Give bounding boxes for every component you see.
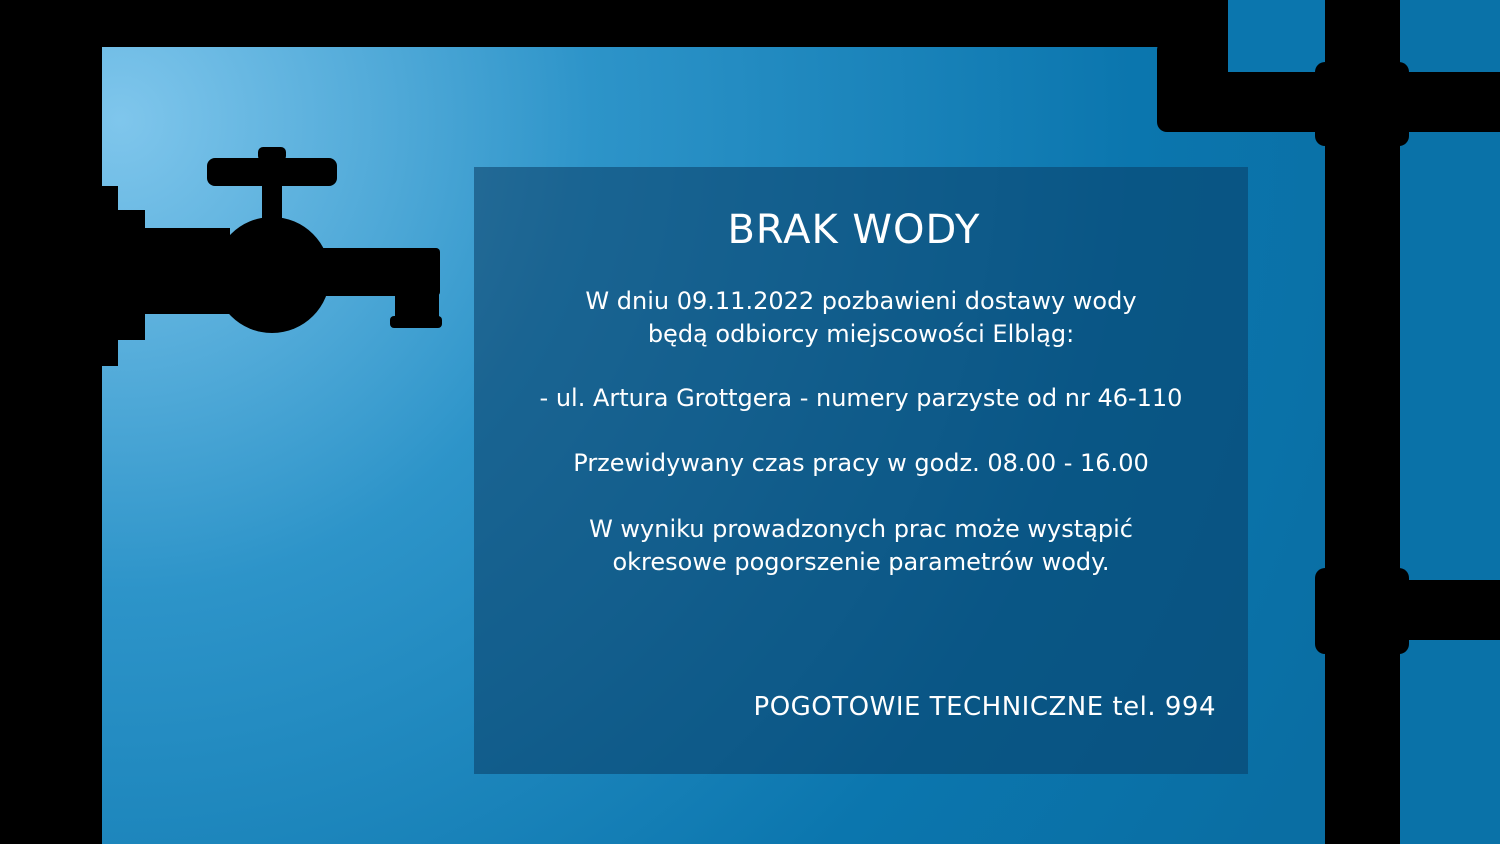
notice-street: - ul. Artura Grottgera - numery parzyste od nr 46-110 [539, 384, 1183, 412]
notice-effect-line-2: okresowe pogorszenie parametrów wody. [612, 548, 1110, 576]
blue-window-top [1228, 0, 1325, 72]
notice-line-1: W dniu 09.11.2022 pozbawieni dostawy wody [585, 287, 1137, 315]
emergency-contact: POGOTOWIE TECHNICZNE tel. 994 [753, 692, 1216, 722]
notice-panel [474, 167, 1248, 774]
notice-effect [474, 513, 1248, 579]
pipe-branch-top [1400, 72, 1500, 132]
notice-line-2: będą odbiorcy miejscowości Elbląg: [647, 320, 1075, 348]
pipe-collar-bottom [1315, 568, 1409, 654]
notice-intro [474, 285, 1248, 351]
notice-title: BRAK WODY [727, 207, 981, 253]
pipe-branch-bottom [1400, 580, 1500, 640]
notice-work-time: Przewidywany czas pracy w godz. 08.00 - 16.00 [573, 449, 1149, 477]
pipe-collar-top [1315, 62, 1409, 146]
notice-effect-line-1: W wyniku prowadzonych prac może wystąpić [589, 515, 1133, 543]
